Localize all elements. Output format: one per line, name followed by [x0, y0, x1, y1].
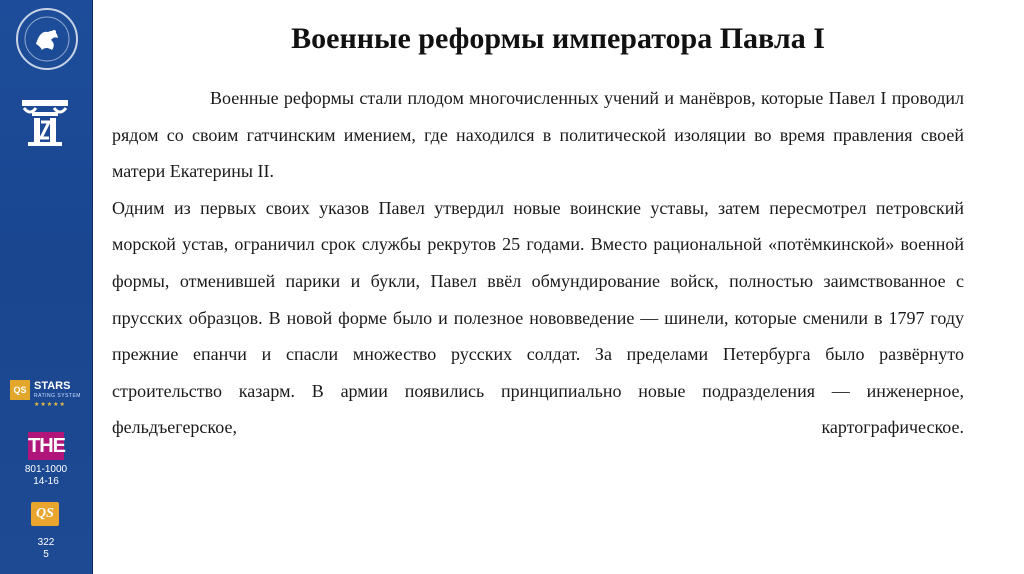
stars-subtitle: RATING SYSTEM	[34, 393, 81, 399]
qs-ranking-logo: QS	[31, 502, 59, 526]
slide-title: Военные реформы императора Павла I	[291, 22, 825, 55]
sidebar	[0, 0, 93, 574]
qs-stars-mark: QS	[10, 380, 30, 400]
qs-stars-badge	[10, 380, 82, 410]
slide-body	[112, 80, 964, 446]
body-paragraph: Одним из первых своих указов Павел утвердил новые воинские уставы, затем пересмотрел петровский морской устав, ограничил срок службы рекрутов 25 годами. Вместо рациональной «потёмкинской» военной формы, отменившей парики и букли, Павел ввёл обмундирование войск, полностью заимствованное с прусских образцов. В новой форме было и полезное нововведение — шинели, которые сменили в 1797 году прежние епанчи и спасли множество русских солдат. За пределами Петербурга было развёрнуто строительство казарм. В армии появились принципиально новые подразделения — инженерное, фельдъегерское, картографическое.	[112, 197, 964, 438]
the-ranking-values	[0, 464, 92, 488]
column-logo-icon	[20, 98, 70, 148]
the-ranking-logo: THE	[28, 432, 64, 460]
qs-rank-line2: 5	[43, 549, 49, 560]
the-rank-line1: 801-1000	[24, 464, 68, 475]
stars-label: STARS	[34, 380, 71, 392]
body-paragraph: Военные реформы стали плодом многочисленных учений и манёвров, которые Павел I проводил рядом со своим гатчинским имением, где находился в политической изоляции во время правления своей матери Екатерины II.	[112, 88, 964, 182]
the-rank-line2: 14-16	[33, 476, 59, 487]
qs-ranking-values	[0, 537, 92, 561]
stars-rating-icon: ★★★★★	[34, 401, 66, 408]
university-seal-icon	[16, 8, 78, 70]
qs-rank-line1: 322	[37, 537, 55, 548]
